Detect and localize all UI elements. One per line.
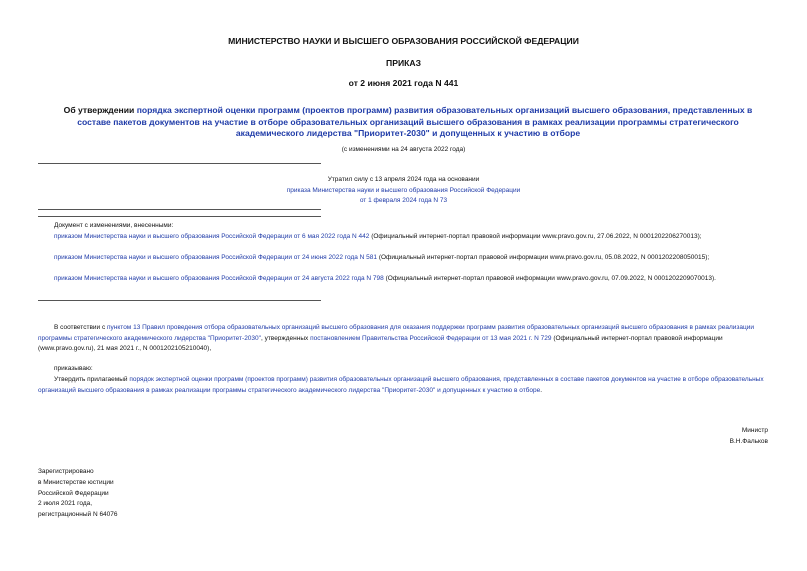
title-link[interactable]: порядка экспертной оценки программ (проектов программ) развития образовательных организаций высшего образования, представленных в составе пакетов документов на участие в отборе образовательных организаций высшего образования в рамках реализации программы стратегического академического лидерства "Приоритет-2030" и допущенных к участию в отборе (77, 105, 753, 138)
signature-position: Министр (741, 427, 768, 434)
expired-notice: Утратил силу с 13 апреля 2024 года на основании (327, 176, 480, 183)
changes-heading: Документ с изменениями, внесенными: (54, 222, 174, 229)
change-item: приказом Министерства науки и высшего образования Российской Федерации от 24 августа 2022 года N 798 (Официальный интернет-портал правовой информации www.pravo.gov.ru, 07.09.2022, N 0001202209070013). (54, 275, 716, 282)
change-link[interactable]: приказом Министерства науки и высшего образования Российской Федерации от 24 июня 2022 года N 581 (54, 254, 378, 261)
order-paragraph: Утвердить прилагаемый порядок экспертной оценки программ (проектов программ) развития образовательных организаций высшего образования, представленных в составе пакетов документов на участие в отборе образовательных организаций высшего образования в рамках реализации программы стратегического академического лидерства "Приоритет-2030" и допущенных к участию в отборе. (38, 376, 764, 394)
registration-line: 2 июля 2021 года, (38, 500, 93, 507)
order-word: приказываю: (54, 365, 93, 372)
basis-paragraph: В соответствии с пунктом 13 Правил проведения отбора образовательных организаций высшего образования для оказания поддержки программ развития образовательных организаций высшего образования в рамках реализации программы стратегического академического лидерства "Приоритет-2030", утвержденных постановлением Правительства Российской Федерации от 13 мая 2021 г. N 729 (Официальный интернет-портал правовой информации (www.pravo.gov.ru), 21 мая 2021 г., N 0001202105210040), (38, 324, 754, 353)
divider (38, 163, 321, 164)
rules-link[interactable]: пунктом 13 Правил проведения отбора образовательных организаций высшего образования для оказания поддержки программ развития образовательных организаций высшего образования в рамках реализации программы стратегического академического лидерства "Приоритет-2030" (38, 324, 754, 342)
procedure-link[interactable]: порядок экспертной оценки программ (проектов программ) развития образовательных организаций высшего образования, представленных в составе пакетов документов на участие в отборе образовательных организаций высшего образования в рамках реализации программы стратегического академического лидерства "Приоритет-2030" и допущенных к участию в отборе (38, 376, 764, 394)
change-link[interactable]: приказом Министерства науки и высшего образования Российской Федерации от 6 мая 2022 года N 442 (54, 233, 370, 240)
divider (38, 216, 321, 217)
resolution-link[interactable]: постановлением Правительства Российской Федерации от 13 мая 2021 г. N 729 (310, 334, 552, 342)
registration-line: в Министерстве юстиции (38, 479, 114, 486)
title-prefix: Об утверждении (63, 105, 137, 115)
divider (38, 209, 321, 210)
registration-line: регистрационный N 64076 (38, 511, 118, 518)
registration-line: Российской Федерации (38, 490, 109, 497)
signature-name: В.Н.Фальков (729, 438, 768, 445)
change-item: приказом Министерства науки и высшего образования Российской Федерации от 24 июня 2022 года N 581 (Официальный интернет-портал правовой информации www.pravo.gov.ru, 05.08.2022, N 0001202208050015); (54, 254, 710, 261)
amendment-note: (с изменениями на 24 августа 2022 года) (341, 146, 466, 153)
document-type: ПРИКАЗ (386, 58, 421, 68)
registration-line: Зарегистрировано (38, 468, 94, 475)
expired-link-line1[interactable]: приказа Министерства науки и высшего образования Российской Федерации (286, 187, 521, 194)
change-item: приказом Министерства науки и высшего образования Российской Федерации от 6 мая 2022 года N 442 (Официальный интернет-портал правовой информации www.pravo.gov.ru, 27.06.2022, N 0001202206270013); (54, 233, 702, 240)
document-date-number: от 2 июня 2021 года N 441 (348, 78, 459, 88)
expired-link-line2[interactable]: от 1 февраля 2024 года N 73 (359, 197, 448, 204)
ministry-heading: МИНИСТЕРСТВО НАУКИ И ВЫСШЕГО ОБРАЗОВАНИЯ РОССИЙСКОЙ ФЕДЕРАЦИИ (228, 36, 579, 46)
divider (38, 300, 321, 301)
document-title (48, 105, 768, 140)
change-link[interactable]: приказом Министерства науки и высшего образования Российской Федерации от 24 августа 2022 года N 798 (54, 275, 384, 282)
